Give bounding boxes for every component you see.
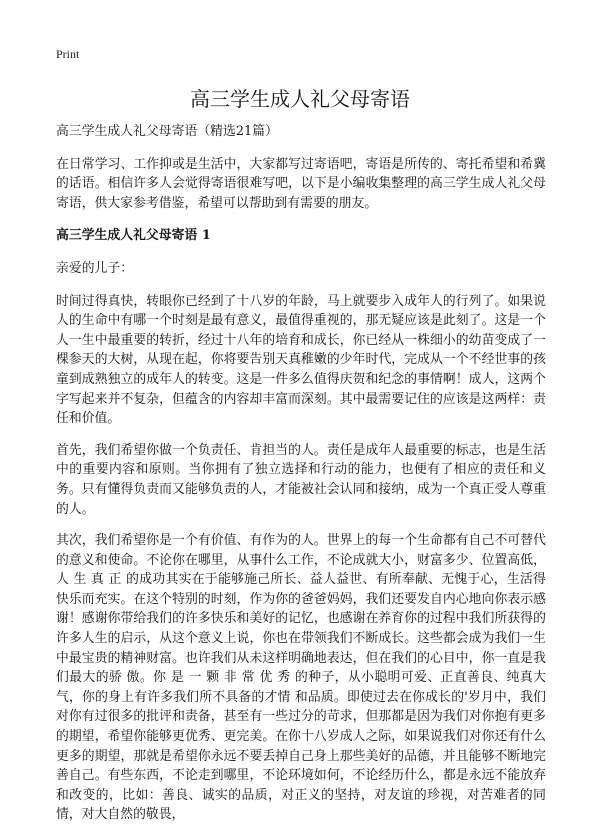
page-title: 高三学生成人礼父母寄语: [190, 87, 410, 111]
intro-paragraph: 在日常学习、工作抑或是生活中，大家都写过寄语吧，寄语是所传的、寄托希望和希冀的话语。相信许多人会觉得寄语很难写吧，以下是小编收集整理的高三学生成人礼父母寄语，供大家参考借鉴，希望可以帮助到有需要的朋友。: [56, 156, 546, 211]
body-paragraph-3: 其次，我们希望你是一个有价值、有作为的人。世界上的每一个生命都有自己不可替代的意义和使命。不论你在哪里，从事什么工作，不论成就大小，财富多少、位置高低，人 生 真 正 的成功其实在于能够施己所长、益人益世、有所奉献、无愧于心，生活得快乐而充实。在这个特别的时刻，作为你的爸爸妈妈，我们还要发自内心地向你表示感谢！感谢你带给我们的许多快乐和美好的记忆，也感谢在养育你的过程中我们所获得的许多人生的启示，从这个意义上说，你也在带领我们不断成长。这些都会成为我们一生中最宝贵的精神财富。也许我们从未这样明确地表达，但在我们的心目中，你一直是我们最大的骄 傲。你 是 一 颗 非 常 优 秀 的种子，从小聪明可爱、正直善良、纯真大气，你的身上有许多我们所不具备的才情 和品质。即使过去在你成长的'岁月中，我们对你有过很多的批评和责备，甚至有一些过分的苛求，但那都是因为我们对你抱有更多的期望，希望你能够更优秀、更完美。在你十八岁成人之际，如果说我们对你还有什么更多的期望，那就是希望你永远不要丢掉自己身上那些美好的品德，并且能够不断地完善自己。有些东西，不论走到哪里，不论环境如何，不论经历什么，都是永远不能放弃和改变的，比如：善良、诚实的品质，对正义的坚持，对友谊的珍视，对苦难者的同情，对大自然的敬畏，: [56, 533, 546, 823]
print-link[interactable]: Print: [56, 47, 80, 61]
body-paragraph-1: 时间过得真快，转眼你已经到了十八岁的年龄，马上就要步入成年人的行列了。如果说人的生命中有哪一个时刻是最有意义，最值得重视的，那无疑应该是此刻了。这是一个人一生中最重要的转折，经过十八年的培育和成长，你已经从一株细小的幼苗变成了一棵参天的大树，从现在起，你将要告别天真稚嫩的少年时代，完成从一个不经世事的孩童到成熟独立的成年人的转变。这是一件多么值得庆贺和纪念的事情啊！成人，这两个字写起来并不复杂，但蕴含的内容却丰富而深刻。其中最需要记住的应该是这两样：责任和价值。: [56, 293, 546, 427]
article-subtitle: 高三学生成人礼父母寄语（精选21篇）: [56, 124, 278, 139]
salutation: 亲爱的儿子：: [56, 260, 134, 276]
article-body: [56, 122, 546, 828]
section-heading: 高三学生成人礼父母寄语 1: [56, 228, 211, 244]
body-paragraph-2: 首先，我们希望你做一个负责任、肯担当的人。责任是成年人最重要的标志，也是生活中的重要内容和原则。当你拥有了独立选择和行动的能力，也便有了相应的责任和义务。只有懂得负责而又能够负责的人，才能被社会认同和接纳，成为一个真正受人尊重的人。: [56, 442, 546, 517]
